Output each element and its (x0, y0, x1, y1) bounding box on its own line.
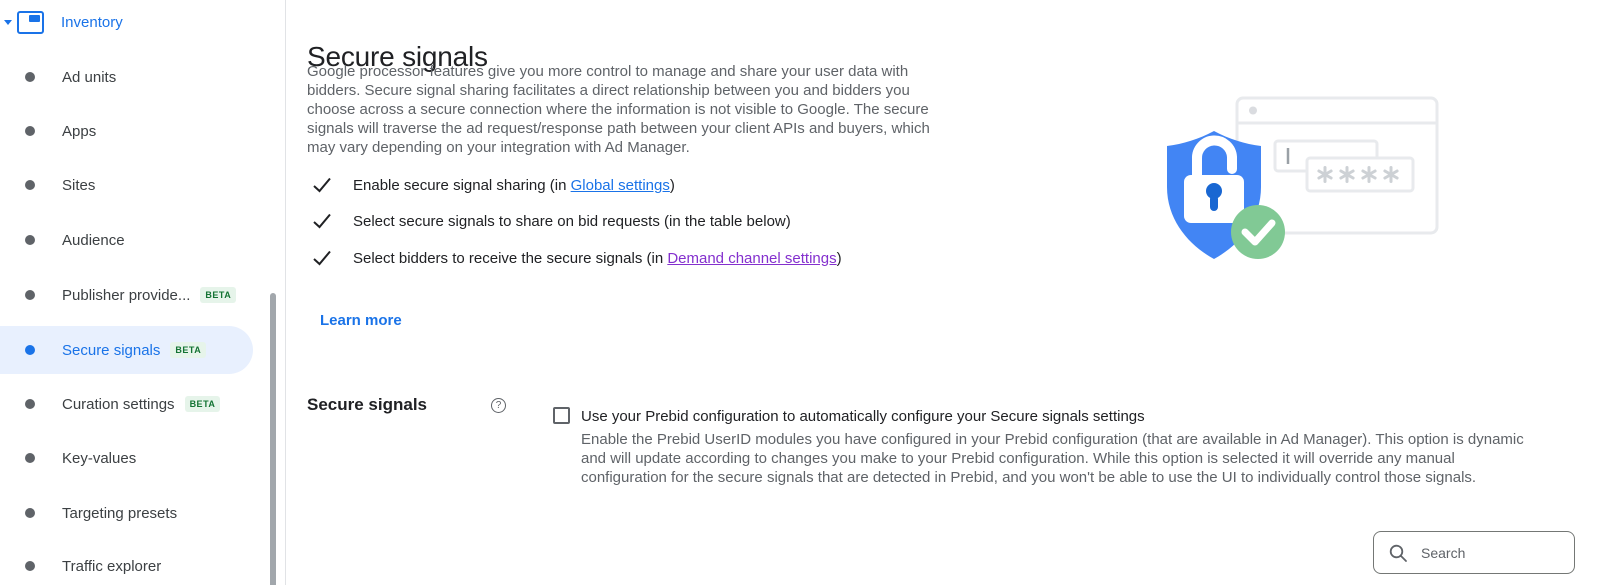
prebid-config-checkbox[interactable] (553, 407, 570, 424)
sidebar-scrollbar[interactable] (270, 293, 276, 585)
checklist-text: Select secure signals to share on bid requests (in the table below) (353, 212, 791, 230)
checklist-item-select-signals (307, 211, 791, 231)
sidebar-item-traffic-explorer[interactable]: Traffic explorer (0, 542, 253, 585)
bullet-icon (25, 126, 35, 136)
help-icon[interactable]: ? (491, 398, 506, 413)
bullet-icon (25, 72, 35, 82)
beta-badge: BETA (170, 342, 206, 358)
sidebar-item-publisher-provided[interactable]: Publisher provide... BETA (0, 271, 253, 319)
section-label-secure-signals: Secure signals (307, 395, 428, 414)
window-dot-icon (1249, 107, 1257, 115)
search-box (1373, 531, 1575, 574)
checklist-text: Enable secure signal sharing (in Global settings) (353, 176, 675, 194)
bullet-icon (25, 345, 35, 355)
inventory-icon (17, 11, 44, 34)
demand-channel-settings-link[interactable]: Demand channel settings (667, 249, 837, 267)
check-badge-icon (1231, 205, 1285, 259)
prebid-config-description: Enable the Prebid UserID modules you have configured in your Prebid configuration (that are available in Ad Manager). This option is dynamic and will update according to changes you make to your Prebid configuration. While this option is selected it will override any manual configuration for the secure signals that are detected in Prebid, and you won't be able to use the UI to individually control those signals. (581, 431, 1524, 486)
sidebar-divider (285, 0, 286, 585)
sidebar-item-key-values[interactable]: Key-values (0, 434, 253, 482)
checklist-item-enable-sharing (307, 175, 675, 195)
intro-paragraph: Google processor features give you more control to manage and share your user data with bidders. Secure signal sharing facilitates a direct relationship between you and bidders you choose across a secure connection where the information is not visible to Google. The secure signals will traverse the ad request/response path between your client APIs and buyers, which may vary depending on your integration with Ad Manager. (307, 63, 930, 156)
sidebar-item-sites[interactable]: Sites (0, 161, 253, 209)
bullet-icon (25, 180, 35, 190)
sidebar-item-ad-units[interactable]: Ad units (0, 53, 253, 101)
beta-badge: BETA (200, 287, 236, 303)
beta-badge: BETA (185, 396, 221, 412)
sidebar-header-label: Inventory (61, 13, 123, 31)
sidebar (0, 0, 285, 585)
page-title: Secure signals (307, 40, 488, 72)
sidebar-item-audience[interactable]: Audience (0, 216, 253, 264)
sidebar-item-inventory[interactable] (0, 0, 253, 44)
checklist-item-select-bidders (307, 248, 842, 268)
prebid-config-checkbox-label[interactable]: Use your Prebid configuration to automatically configure your Secure signals settings (581, 408, 1145, 425)
sidebar-item-apps[interactable]: Apps (0, 107, 253, 155)
bullet-icon (25, 453, 35, 463)
sidebar-item-curation-settings[interactable]: Curation settings BETA (0, 380, 253, 428)
sidebar-item-secure-signals[interactable]: Secure signals BETA (0, 326, 253, 374)
search-icon (1388, 543, 1408, 563)
check-icon (312, 175, 332, 195)
bullet-icon (25, 561, 35, 571)
bullet-icon (25, 508, 35, 518)
bullet-icon (25, 235, 35, 245)
check-icon (312, 248, 332, 268)
learn-more-link[interactable]: Learn more (320, 312, 402, 329)
secure-signals-illustration (1135, 85, 1455, 270)
bullet-icon (25, 290, 35, 300)
bullet-icon (25, 399, 35, 409)
sidebar-item-targeting-presets[interactable]: Targeting presets (0, 489, 253, 537)
check-icon (312, 211, 332, 231)
checklist-text: Select bidders to receive the secure signals (in Demand channel settings) (353, 249, 842, 267)
global-settings-link[interactable]: Global settings (570, 176, 670, 194)
search-input[interactable] (1419, 544, 1559, 562)
chevron-down-icon[interactable] (4, 20, 12, 25)
